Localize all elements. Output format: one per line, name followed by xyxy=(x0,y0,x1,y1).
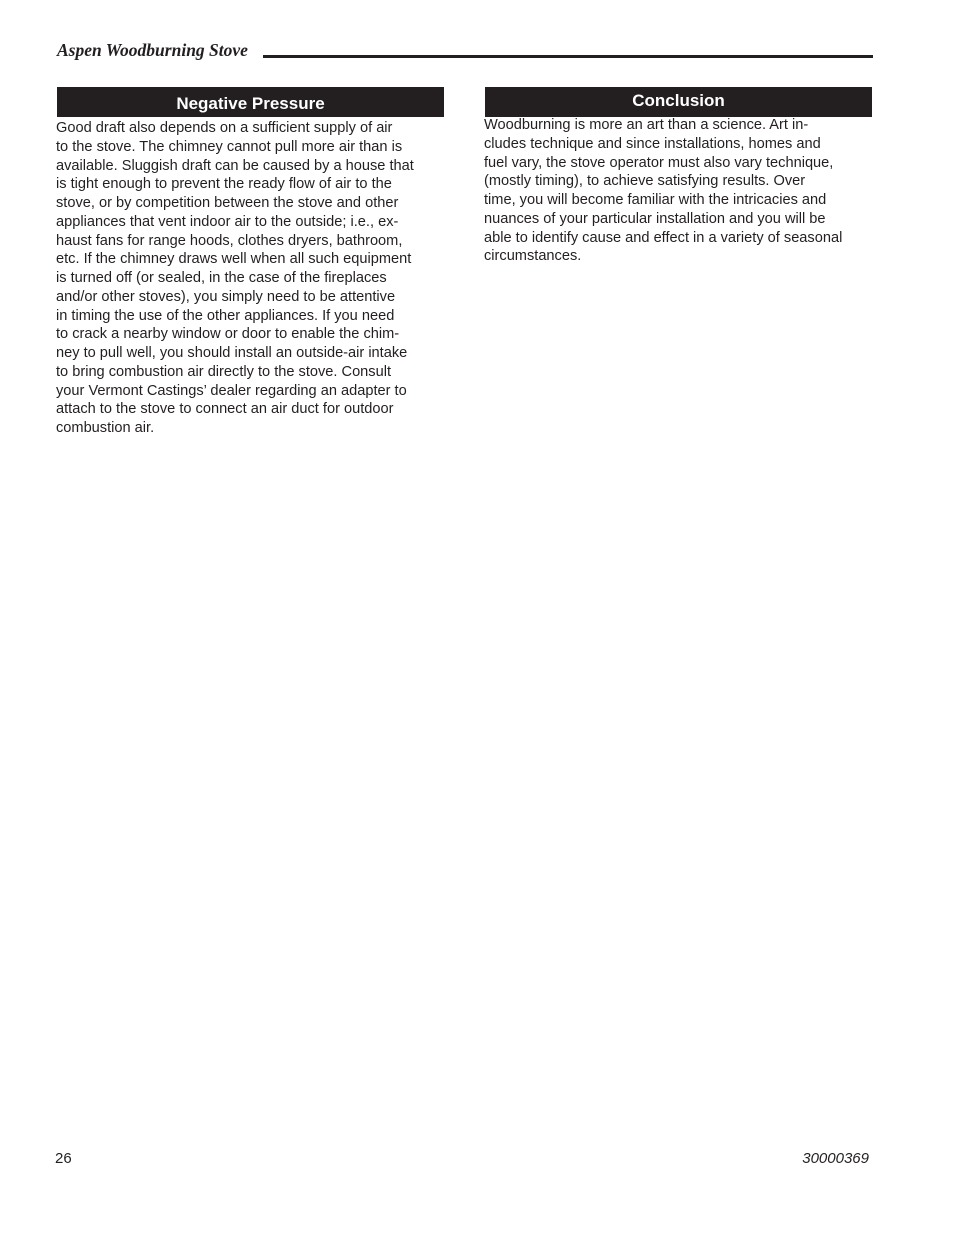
text-line: circumstances. xyxy=(484,248,582,265)
header-rule xyxy=(263,55,873,58)
text-line: is tight enough to prevent the ready flow of air to the xyxy=(56,176,392,193)
document-title: Aspen Woodburning Stove xyxy=(57,40,248,60)
text-line: haust fans for range hoods, clothes dryers, bathroom, xyxy=(56,232,403,249)
text-line: time, you will become familiar with the intricacies and xyxy=(484,192,827,208)
section-heading-negative-pressure: Negative Pressure xyxy=(57,87,444,117)
section-heading-conclusion: Conclusion xyxy=(485,87,872,117)
text-line: to crack a nearby window or door to enable the chim- xyxy=(56,326,400,343)
text-line: stove, or by competition between the stove and other xyxy=(56,195,399,211)
text-line: is turned off (or sealed, in the case of the fireplaces xyxy=(56,270,387,286)
text-line: Good draft also depends on a sufficient supply of air xyxy=(56,120,393,136)
text-line: available. Sluggish draft can be caused by a house that xyxy=(56,157,414,174)
text-line: cludes technique and since installations, homes and xyxy=(484,135,821,152)
section-body-negative-pressure xyxy=(56,119,414,438)
text-line: your Vermont Castings’ dealer regarding an adapter to xyxy=(56,382,407,399)
text-line: and/or other stoves), you simply need to be attentive xyxy=(56,288,396,305)
text-line: combustion air. xyxy=(56,420,155,436)
text-line: to the stove. The chimney cannot pull more air than is xyxy=(56,138,403,155)
text-line: nuances of your particular installation and you will be xyxy=(484,210,826,227)
page-number: 26 xyxy=(55,1150,72,1167)
text-line: ney to pull well, you should install an outside-air intake xyxy=(56,345,408,361)
text-line: Woodburning is more an art than a science. Art in- xyxy=(484,117,809,133)
text-line: appliances that vent indoor air to the outside; i.e., ex- xyxy=(56,213,399,230)
text-line: fuel vary, the stove operator must also vary technique, xyxy=(484,154,834,171)
text-line: etc. If the chimney draws well when all such equipment xyxy=(56,251,412,268)
text-line: able to identify cause and effect in a variety of seasonal xyxy=(484,229,843,246)
text-line: attach to the stove to connect an air duct for outdoor xyxy=(56,401,394,418)
text-line: (mostly timing), to achieve satisfying results. Over xyxy=(484,173,806,190)
document-number: 30000369 xyxy=(802,1150,869,1167)
section-body-conclusion xyxy=(484,116,842,266)
text-line: to bring combustion air directly to the stove. Consult xyxy=(56,363,392,380)
text-line: in timing the use of the other appliances. If you need xyxy=(56,307,395,324)
